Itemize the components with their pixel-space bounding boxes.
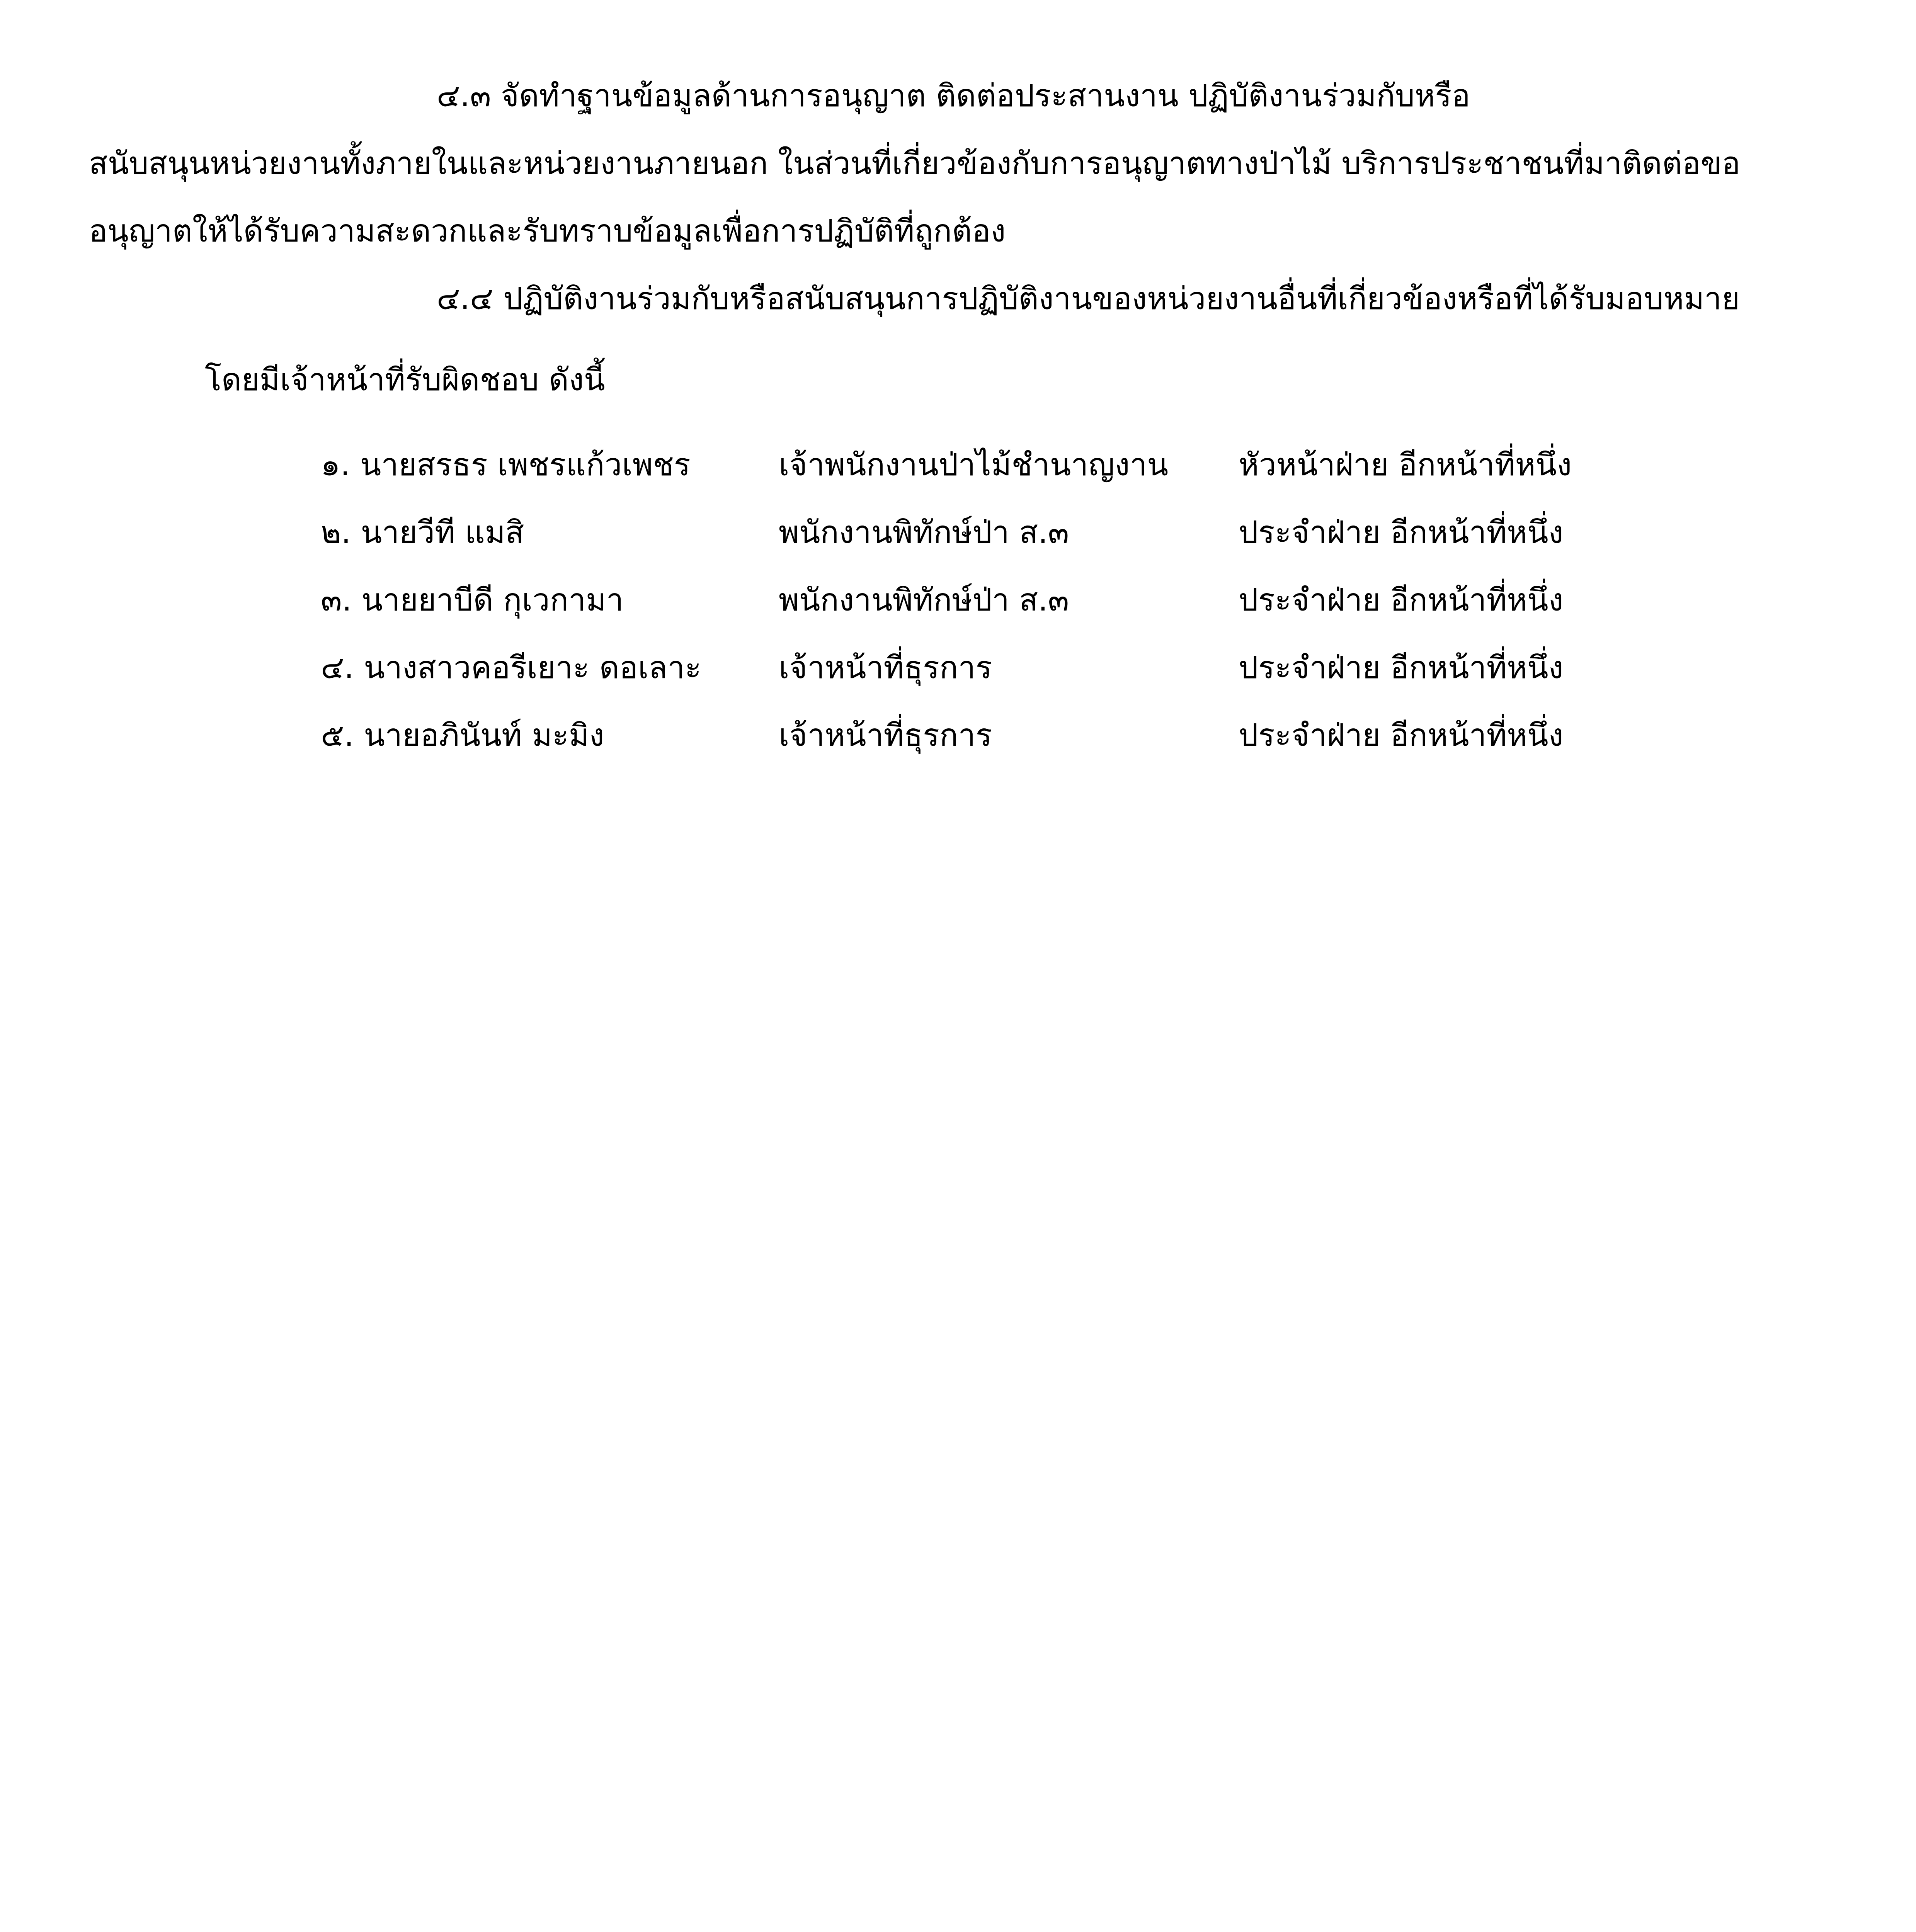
staff-name: ๑. นายสรธร เพชรแก้วเพชร: [321, 447, 691, 483]
staff-name: ๕. นายอภินันท์ มะมิง: [321, 717, 604, 753]
staff-role: ประจำฝ่าย อีกหน้าที่หนึ่ง: [1239, 514, 1564, 550]
staff-position: พนักงานพิทักษ์ป่า ส.๓: [779, 514, 1069, 550]
paragraph-4-3-line-3: อนุญาตให้ได้รับความสะดวกและรับทราบข้อมูลเพื่อการปฏิบัติที่ถูกต้อง: [89, 213, 1006, 249]
staff-name: ๔. นางสาวคอรีเยาะ ดอเลาะ: [321, 650, 702, 685]
responsible-staff-intro: โดยมีเจ้าหน้าที่รับผิดชอบ ดังนี้: [205, 362, 605, 398]
staff-role: ประจำฝ่าย อีกหน้าที่หนึ่ง: [1239, 582, 1564, 618]
paragraph-4-3-line-1: ๔.๓ จัดทำฐานข้อมูลด้านการอนุญาต ติดต่อประสานงาน ปฏิบัติงานร่วมกับหรือ: [437, 78, 1470, 114]
staff-position: เจ้าพนักงานป่าไม้ชำนาญงาน: [779, 447, 1169, 483]
staff-role: ประจำฝ่าย อีกหน้าที่หนึ่ง: [1239, 650, 1564, 685]
staff-name: ๓. นายยาบีดี กุเวกามา: [321, 582, 624, 618]
staff-position: เจ้าหน้าที่ธุรการ: [779, 717, 992, 753]
paragraph-4-4-line-1: ๔.๔ ปฏิบัติงานร่วมกับหรือสนับสนุนการปฏิบัติงานของหน่วยงานอื่นที่เกี่ยวข้องหรือที่ได้รับมอบหมาย: [437, 281, 1740, 316]
staff-position: เจ้าหน้าที่ธุรการ: [779, 650, 992, 685]
staff-role: ประจำฝ่าย อีกหน้าที่หนึ่ง: [1239, 717, 1564, 753]
staff-role: หัวหน้าฝ่าย อีกหน้าที่หนึ่ง: [1239, 447, 1572, 483]
paragraph-4-3-line-2: สนับสนุนหน่วยงานทั้งภายในและหน่วยงานภายนอก ในส่วนที่เกี่ยวข้องกับการอนุญาตทางป่าไม้ บริการประชาชนที่มาติดต่อขอ: [89, 145, 1741, 181]
staff-name: ๒. นายวีที แมสิ: [321, 514, 524, 550]
staff-position: พนักงานพิทักษ์ป่า ส.๓: [779, 582, 1069, 618]
